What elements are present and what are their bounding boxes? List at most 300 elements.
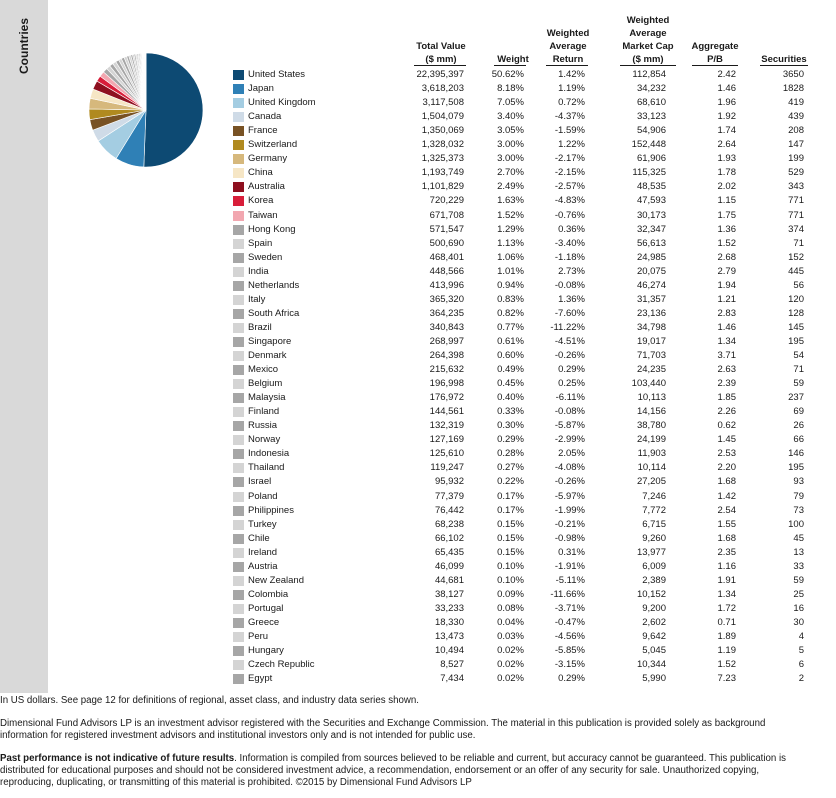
legend-swatch <box>233 154 244 164</box>
aggregate-pb: 1.93 <box>717 153 736 165</box>
country-name: Malaysia <box>248 392 286 404</box>
legend-swatch <box>233 576 244 586</box>
weighted-return: 1.36% <box>558 293 585 305</box>
weight: 3.40% <box>497 111 524 123</box>
weight: 0.17% <box>497 504 524 516</box>
weighted-return: -3.15% <box>554 659 585 671</box>
weighted-market-cap: 9,260 <box>642 532 666 544</box>
aggregate-pb: 1.15 <box>717 195 736 207</box>
legend-swatch <box>233 618 244 628</box>
aggregate-pb: 1.52 <box>717 659 736 671</box>
securities-count: 54 <box>793 350 804 361</box>
table-row <box>232 419 812 433</box>
total-value: 1,328,032 <box>421 139 464 151</box>
securities-count: 79 <box>793 490 804 502</box>
legend-swatch <box>233 168 244 178</box>
legend-swatch <box>233 182 244 192</box>
total-value: 46,099 <box>434 560 464 572</box>
total-value: 18,330 <box>434 616 464 628</box>
weight: 0.09% <box>497 588 524 600</box>
weight: 0.02% <box>497 659 524 671</box>
weighted-return: -2.57% <box>554 181 585 193</box>
table-row <box>232 82 812 96</box>
securities-count: 343 <box>788 181 804 193</box>
table-row <box>232 68 812 82</box>
country-name: Norway <box>248 434 281 446</box>
weighted-return: -0.47% <box>554 616 585 628</box>
total-value: 127,169 <box>429 434 464 446</box>
country-name: Turkey <box>248 518 277 530</box>
legend-swatch <box>233 365 244 375</box>
aggregate-pb: 2.20 <box>717 462 736 474</box>
disclaimer-text: . Information is compiled from sources believed to be reliable and current, but accuracy cannot be guaranteed. This publication is distributed for educational purposes and should not be considered investment advice, a recommendation, endorsement or an offer of any security for sale. Unauthorized copying, reproducing, duplicating, or transmitting of this material is prohibited. ©2015 by Dimensional Fund Advisors LP <box>0 753 786 788</box>
weight: 0.15% <box>497 546 524 558</box>
legend-swatch <box>233 379 244 389</box>
country-name: Russia <box>248 420 278 432</box>
total-value: 65,435 <box>434 546 464 558</box>
country-name: Egypt <box>248 673 273 685</box>
country-name: Brazil <box>248 321 272 333</box>
securities-count: 1828 <box>782 83 804 95</box>
table-row <box>232 152 812 166</box>
header-weighted-return: Weighted Average Return <box>546 28 590 65</box>
aggregate-pb: 1.68 <box>717 476 736 488</box>
legend-swatch <box>233 225 244 235</box>
total-value: 365,320 <box>429 293 464 305</box>
securities-count: 59 <box>793 574 804 586</box>
securities-count: 208 <box>788 125 804 137</box>
securities-count: 30 <box>793 616 804 628</box>
securities-count: 45 <box>793 532 804 544</box>
securities-count: 145 <box>788 321 804 333</box>
weighted-return: -5.97% <box>554 490 585 502</box>
weight: 0.82% <box>497 307 524 319</box>
weight: 0.45% <box>497 378 524 390</box>
weighted-market-cap: 32,347 <box>636 223 666 235</box>
weighted-return: -0.08% <box>554 279 585 291</box>
securities-count: 3650 <box>782 69 804 80</box>
weighted-return: 0.31% <box>558 546 585 558</box>
weight: 0.29% <box>497 434 524 446</box>
weight: 0.83% <box>497 293 524 305</box>
table-row <box>232 180 812 194</box>
total-value: 44,681 <box>434 574 464 586</box>
weighted-market-cap: 30,173 <box>636 209 666 221</box>
weighted-return: -1.91% <box>554 560 585 572</box>
total-value: 1,101,829 <box>421 181 464 193</box>
weighted-return: 1.22% <box>558 139 585 151</box>
securities-count: 66 <box>793 434 804 446</box>
country-name: Netherlands <box>248 279 300 291</box>
weighted-market-cap: 7,246 <box>642 490 666 502</box>
legend-swatch <box>233 506 244 516</box>
total-value: 448,566 <box>429 265 464 277</box>
weight: 3.00% <box>497 153 524 165</box>
legend-swatch <box>233 407 244 417</box>
aggregate-pb: 7.23 <box>717 673 736 685</box>
country-name: Taiwan <box>248 209 278 221</box>
country-name: France <box>248 125 278 137</box>
country-name: Peru <box>248 631 269 642</box>
section-label: Countries <box>17 17 31 75</box>
securities-count: 93 <box>793 476 804 488</box>
total-value: 1,350,069 <box>421 125 464 137</box>
total-value: 77,379 <box>434 490 464 502</box>
weighted-market-cap: 9,200 <box>642 602 666 614</box>
country-name: Indonesia <box>248 448 290 460</box>
weight: 0.02% <box>497 645 524 657</box>
header-underline <box>414 65 466 66</box>
total-value: 196,998 <box>429 378 464 390</box>
header-underline <box>494 65 526 66</box>
securities-count: 5 <box>798 645 804 657</box>
weighted-return: 0.36% <box>558 223 585 235</box>
weighted-market-cap: 11,903 <box>637 448 666 460</box>
performance-disclaimer <box>0 753 800 789</box>
sidebar <box>0 0 48 693</box>
legend-swatch <box>233 253 244 263</box>
aggregate-pb: 0.62 <box>717 420 736 432</box>
weighted-return: -5.11% <box>555 574 585 586</box>
legend-swatch <box>233 534 244 544</box>
weight: 0.77% <box>497 321 524 333</box>
total-value: 1,325,373 <box>421 153 464 165</box>
weighted-return: -6.11% <box>555 392 585 404</box>
table-row <box>232 166 812 180</box>
table-row <box>232 251 812 265</box>
country-name: India <box>248 265 269 277</box>
weighted-return: -11.22% <box>550 321 585 333</box>
aggregate-pb: 1.94 <box>717 279 736 291</box>
legend-swatch <box>233 421 244 431</box>
weight: 1.29% <box>497 223 524 235</box>
weighted-return: -4.08% <box>554 462 585 474</box>
weighted-market-cap: 6,715 <box>642 518 666 530</box>
table-row <box>232 307 812 321</box>
aggregate-pb: 1.52 <box>717 237 736 249</box>
weighted-market-cap: 31,357 <box>636 293 666 305</box>
securities-count: 195 <box>788 335 804 347</box>
weighted-return: 2.05% <box>558 448 585 460</box>
table-row <box>232 279 812 293</box>
securities-count: 6 <box>798 659 804 671</box>
legend-swatch <box>233 309 244 319</box>
weight: 0.10% <box>497 560 524 572</box>
table-row <box>232 391 812 405</box>
total-value: 13,473 <box>434 631 464 642</box>
countries-pie-chart <box>86 50 206 170</box>
weighted-market-cap: 27,205 <box>636 476 666 488</box>
weighted-return: -3.40% <box>554 237 585 249</box>
country-name: Colombia <box>248 588 289 600</box>
securities-count: 13 <box>793 546 804 558</box>
total-value: 1,504,079 <box>421 111 464 123</box>
legend-swatch <box>233 211 244 221</box>
table-row <box>232 237 812 251</box>
legend-swatch <box>233 281 244 291</box>
securities-count: 199 <box>788 153 804 165</box>
legend-swatch <box>233 337 244 347</box>
aggregate-pb: 2.83 <box>717 307 736 319</box>
table-row <box>232 377 812 391</box>
weight: 1.52% <box>497 209 524 221</box>
weighted-return: -0.08% <box>554 406 585 418</box>
country-name: Thailand <box>248 462 285 474</box>
country-name: Canada <box>248 111 282 123</box>
aggregate-pb: 1.34 <box>717 335 736 347</box>
weighted-market-cap: 34,798 <box>636 321 666 333</box>
country-name: Austria <box>248 560 278 572</box>
country-name: Australia <box>248 181 285 193</box>
legend-swatch <box>233 562 244 572</box>
country-name: Japan <box>248 83 274 95</box>
table-row <box>232 630 812 644</box>
country-name: Hungary <box>248 645 284 657</box>
weighted-market-cap: 47,593 <box>636 195 666 207</box>
weighted-market-cap: 38,780 <box>636 420 666 432</box>
legend-swatch <box>233 126 244 136</box>
total-value: 68,238 <box>434 518 464 530</box>
weighted-market-cap: 54,906 <box>636 125 666 137</box>
aggregate-pb: 2.42 <box>717 69 736 80</box>
legend-swatch <box>233 632 244 642</box>
weighted-market-cap: 24,199 <box>636 434 666 446</box>
weight: 0.33% <box>497 406 524 418</box>
securities-count: 25 <box>793 588 804 600</box>
aggregate-pb: 1.46 <box>717 321 736 333</box>
table-row <box>232 96 812 110</box>
total-value: 500,690 <box>429 237 464 249</box>
table-row <box>232 223 812 237</box>
weight: 2.70% <box>497 167 524 179</box>
weighted-market-cap: 10,152 <box>636 588 666 600</box>
country-name: Denmark <box>248 350 287 361</box>
legend-swatch <box>233 323 244 333</box>
table-row <box>232 335 812 349</box>
aggregate-pb: 2.79 <box>717 265 736 277</box>
country-name: Finland <box>248 406 280 418</box>
weighted-market-cap: 56,613 <box>636 237 666 249</box>
weighted-market-cap: 10,114 <box>637 462 666 474</box>
legend-swatch <box>233 435 244 445</box>
weight: 2.49% <box>497 181 524 193</box>
weighted-market-cap: 71,703 <box>636 350 666 361</box>
aggregate-pb: 1.36 <box>717 223 736 235</box>
table-row <box>232 194 812 208</box>
securities-count: 152 <box>788 251 804 263</box>
securities-count: 100 <box>788 518 804 530</box>
total-value: 22,395,397 <box>416 69 464 80</box>
aggregate-pb: 1.78 <box>717 167 736 179</box>
header-securities: Securities <box>761 54 807 65</box>
weighted-return: -0.26% <box>554 350 585 361</box>
total-value: 38,127 <box>434 588 464 600</box>
aggregate-pb: 1.89 <box>717 631 736 642</box>
legend-swatch <box>233 295 244 305</box>
country-name: Sweden <box>248 251 283 263</box>
weight: 0.49% <box>497 364 524 376</box>
total-value: 3,117,508 <box>422 97 464 109</box>
weighted-market-cap: 5,045 <box>642 645 666 657</box>
table-row <box>232 321 812 335</box>
aggregate-pb: 1.45 <box>717 434 736 446</box>
weighted-return: -5.87% <box>554 420 585 432</box>
securities-count: 2 <box>798 673 804 685</box>
total-value: 10,494 <box>434 645 464 657</box>
total-value: 364,235 <box>429 307 464 319</box>
disclaimer-bold: Past performance is not indicative of future results <box>0 753 235 764</box>
legend-swatch <box>233 239 244 249</box>
securities-count: 69 <box>793 406 804 418</box>
weighted-return: -3.71% <box>554 602 585 614</box>
weighted-return: -0.76% <box>554 209 585 221</box>
aggregate-pb: 1.72 <box>717 602 736 614</box>
weight: 0.03% <box>497 631 524 642</box>
weight: 0.60% <box>497 350 524 361</box>
header-underline <box>760 65 808 66</box>
table-row <box>232 616 812 630</box>
aggregate-pb: 1.55 <box>717 518 736 530</box>
legend-swatch <box>233 492 244 502</box>
total-value: 125,610 <box>429 448 464 460</box>
weighted-return: -0.21% <box>554 518 585 530</box>
total-value: 8,527 <box>440 659 464 671</box>
total-value: 76,442 <box>434 504 464 516</box>
securities-count: 439 <box>788 111 804 123</box>
country-name: New Zealand <box>248 574 304 586</box>
aggregate-pb: 1.46 <box>717 83 736 95</box>
weighted-market-cap: 103,440 <box>631 378 666 390</box>
aggregate-pb: 2.68 <box>717 251 736 263</box>
legend-swatch <box>233 351 244 361</box>
securities-count: 16 <box>793 602 804 614</box>
table-row <box>232 461 812 475</box>
legend-swatch <box>233 112 244 122</box>
weight: 0.30% <box>497 420 524 432</box>
country-name: Poland <box>248 490 278 502</box>
aggregate-pb: 1.34 <box>717 588 736 600</box>
securities-count: 56 <box>793 279 804 291</box>
country-name: Czech Republic <box>248 659 315 671</box>
aggregate-pb: 2.26 <box>717 406 736 418</box>
weighted-market-cap: 23,136 <box>636 307 666 319</box>
header-weighted-market-cap: Weighted Average Market Cap ($ mm) <box>622 15 674 65</box>
weighted-return: -7.60% <box>554 307 585 319</box>
weighted-market-cap: 34,232 <box>636 83 666 95</box>
weighted-return: -1.99% <box>554 504 585 516</box>
aggregate-pb: 1.16 <box>717 560 736 572</box>
weight: 0.61% <box>497 335 524 347</box>
country-name: Germany <box>248 153 288 165</box>
aggregate-pb: 3.71 <box>717 350 736 361</box>
weight: 0.94% <box>497 279 524 291</box>
country-name: China <box>248 167 273 179</box>
country-name: Ireland <box>248 546 278 558</box>
weight: 0.40% <box>497 392 524 404</box>
aggregate-pb: 1.42 <box>717 490 736 502</box>
weight: 7.05% <box>497 97 524 109</box>
table-row <box>232 447 812 461</box>
legend-swatch <box>233 463 244 473</box>
weighted-market-cap: 152,448 <box>631 139 666 151</box>
weighted-return: -4.83% <box>554 195 585 207</box>
legend-swatch <box>233 98 244 108</box>
weighted-return: -2.15% <box>554 167 585 179</box>
legend-swatch <box>233 646 244 656</box>
legend-swatch <box>233 660 244 670</box>
table-row <box>232 475 812 489</box>
weighted-return: -0.98% <box>554 532 585 544</box>
total-value: 1,193,749 <box>421 167 464 179</box>
weight: 0.28% <box>497 448 524 460</box>
table-row <box>232 588 812 602</box>
weighted-return: -2.99% <box>554 434 585 446</box>
weighted-return: 0.72% <box>558 97 585 109</box>
table-row <box>232 574 812 588</box>
weight: 0.02% <box>497 673 524 685</box>
table-row <box>232 265 812 279</box>
weighted-return: -4.51% <box>554 335 585 347</box>
aggregate-pb: 2.02 <box>717 181 736 193</box>
aggregate-pb: 1.21 <box>717 293 736 305</box>
weighted-market-cap: 7,772 <box>642 504 666 516</box>
weight: 3.00% <box>497 139 524 151</box>
aggregate-pb: 1.75 <box>717 209 736 221</box>
securities-count: 33 <box>793 560 804 572</box>
securities-count: 4 <box>798 631 804 642</box>
weighted-market-cap: 5,990 <box>642 673 666 685</box>
legend-swatch <box>233 604 244 614</box>
weighted-market-cap: 9,642 <box>642 631 666 642</box>
weight: 0.08% <box>497 602 524 614</box>
legend-swatch <box>233 196 244 206</box>
securities-count: 59 <box>793 378 804 390</box>
securities-count: 771 <box>788 209 804 221</box>
weighted-return: -5.85% <box>554 645 585 657</box>
table-row <box>232 504 812 518</box>
country-name: Belgium <box>248 378 283 390</box>
weighted-return: 2.73% <box>558 265 585 277</box>
weighted-market-cap: 14,156 <box>636 406 666 418</box>
weight: 0.10% <box>497 574 524 586</box>
weighted-market-cap: 20,075 <box>636 265 666 277</box>
weighted-return: -0.26% <box>554 476 585 488</box>
legend-swatch <box>233 674 244 684</box>
weighted-return: -11.66% <box>550 588 585 600</box>
securities-count: 71 <box>793 237 804 249</box>
total-value: 340,843 <box>429 321 464 333</box>
weighted-market-cap: 6,009 <box>642 560 666 572</box>
total-value: 571,547 <box>429 223 464 235</box>
weighted-market-cap: 48,535 <box>636 181 666 193</box>
aggregate-pb: 1.19 <box>717 645 736 657</box>
weighted-return: -4.56% <box>554 631 585 642</box>
header-weight: Weight <box>497 54 529 65</box>
weight: 0.04% <box>497 616 524 628</box>
weighted-return: 1.42% <box>558 69 585 80</box>
total-value: 95,932 <box>434 476 464 488</box>
legend-swatch <box>233 140 244 150</box>
total-value: 671,708 <box>429 209 464 221</box>
header-aggregate-pb: Aggregate P/B <box>691 41 739 65</box>
table-row <box>232 490 812 504</box>
country-name: Greece <box>248 616 280 628</box>
table-row <box>232 602 812 616</box>
table-row <box>232 110 812 124</box>
table-row <box>232 363 812 377</box>
legend-swatch <box>233 84 244 94</box>
weighted-return: -4.37% <box>554 111 585 123</box>
